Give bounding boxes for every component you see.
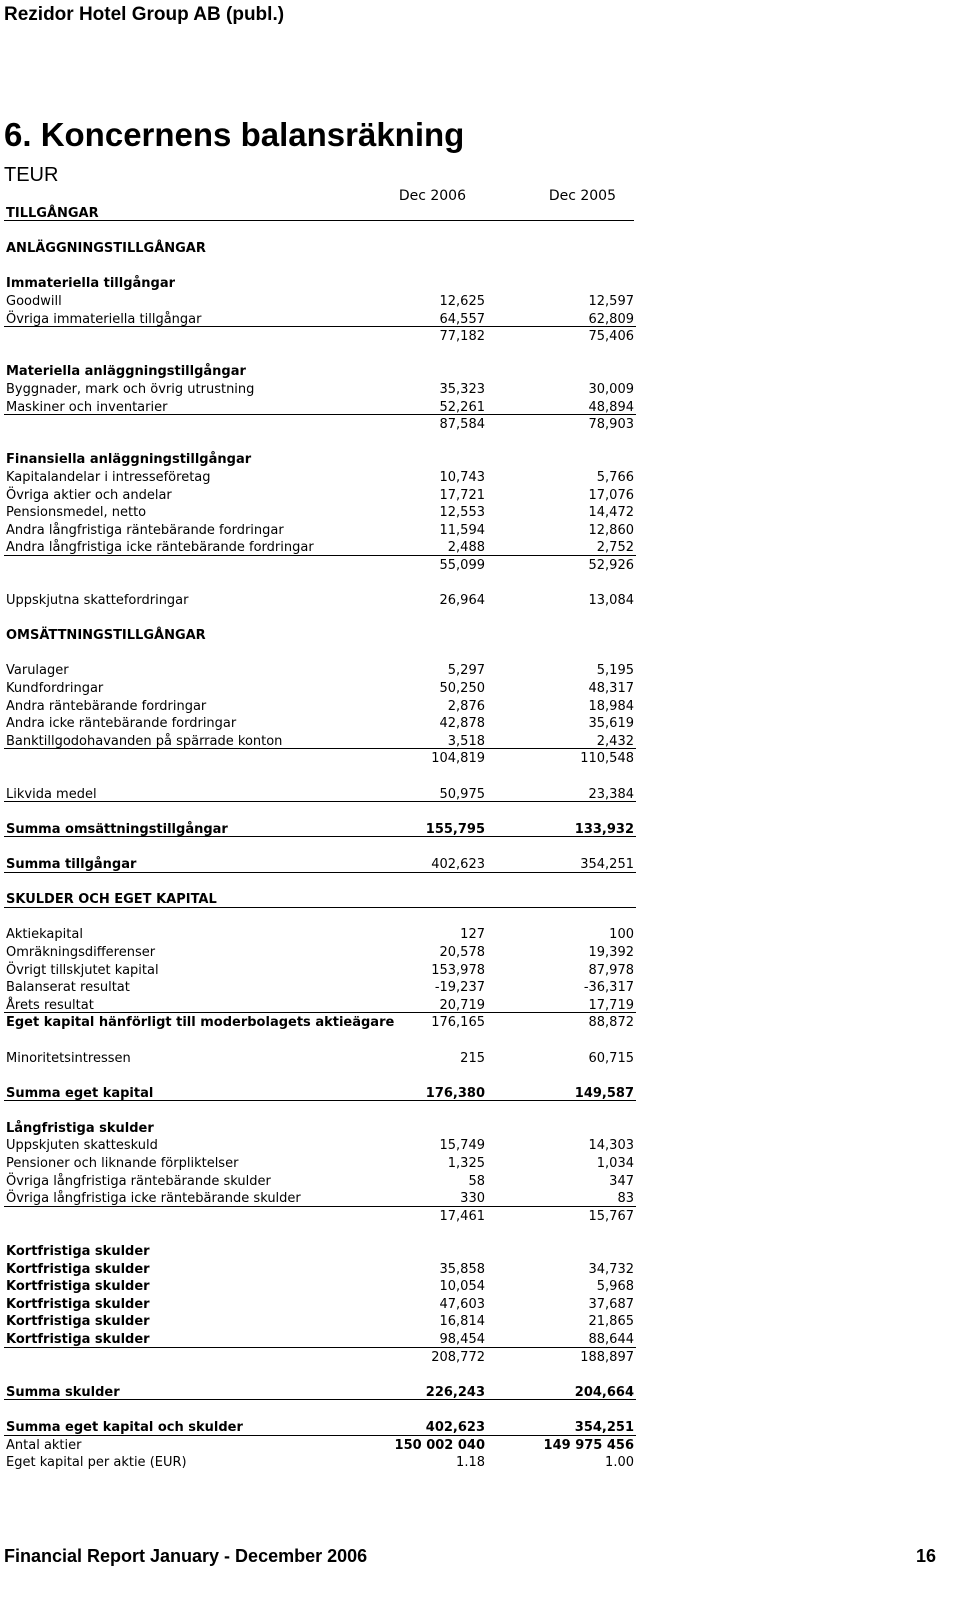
value-dec-2006: 12,553 bbox=[439, 505, 485, 521]
row-label: Minoritetsintressen bbox=[6, 1050, 131, 1066]
row-label: Övriga aktier och andelar bbox=[6, 487, 172, 503]
value-dec-2005: 14,472 bbox=[588, 505, 634, 521]
row-label: Årets resultat bbox=[6, 997, 94, 1013]
spacer-row bbox=[4, 1208, 636, 1226]
table-row bbox=[4, 944, 636, 962]
value-dec-2005: 52,926 bbox=[588, 557, 634, 573]
value-dec-2006: 42,878 bbox=[439, 716, 485, 732]
value-dec-2006: 35,858 bbox=[439, 1261, 485, 1277]
spacer-row bbox=[4, 1102, 636, 1120]
value-dec-2006: 153,978 bbox=[431, 962, 485, 978]
table-row bbox=[4, 381, 636, 399]
row-label: Övrigt tillskjutet kapital bbox=[6, 962, 159, 978]
company-name: Rezidor Hotel Group AB (publ.) bbox=[4, 4, 285, 25]
value-dec-2005: 62,809 bbox=[588, 311, 634, 327]
value-dec-2006: -19,237 bbox=[434, 980, 485, 996]
value-dec-2005: 30,009 bbox=[588, 381, 634, 397]
value-dec-2005: 347 bbox=[609, 1173, 634, 1189]
row-label: Andra icke räntebärande fordringar bbox=[6, 716, 237, 732]
spacer-row bbox=[4, 1067, 636, 1085]
value-dec-2005: 100 bbox=[609, 927, 634, 943]
row-label: Summa skulder bbox=[6, 1384, 120, 1400]
column-header-dec-2005: Dec 2005 bbox=[548, 188, 616, 204]
value-dec-2006: 402,623 bbox=[425, 1419, 485, 1435]
value-dec-2005: 34,732 bbox=[588, 1261, 634, 1277]
spacer-row bbox=[4, 838, 636, 856]
value-dec-2005: 2,752 bbox=[596, 540, 634, 556]
value-dec-2006: 215 bbox=[460, 1050, 485, 1066]
value-dec-2005: 78,903 bbox=[588, 417, 634, 433]
value-dec-2005: 354,251 bbox=[574, 1419, 634, 1435]
value-dec-2005: 15,767 bbox=[588, 1208, 634, 1224]
value-dec-2006: 1,325 bbox=[447, 1156, 485, 1172]
value-dec-2006: 26,964 bbox=[439, 593, 485, 609]
table-row bbox=[4, 662, 636, 680]
row-label: Summa omsättningstillgångar bbox=[6, 821, 228, 837]
table-row bbox=[4, 1137, 636, 1155]
value-dec-2005: 35,619 bbox=[588, 716, 634, 732]
value-dec-2005: 21,865 bbox=[588, 1314, 634, 1330]
value-dec-2005: 60,715 bbox=[588, 1050, 634, 1066]
value-dec-2006: 3,518 bbox=[447, 733, 485, 749]
value-dec-2006: 226,243 bbox=[425, 1384, 485, 1400]
table-row bbox=[4, 399, 636, 417]
spacer-row bbox=[4, 416, 636, 434]
row-label: Kortfristiga skulder bbox=[6, 1296, 150, 1312]
row-label: Eget kapital hänförligt till moderbolagets aktieägare bbox=[6, 1015, 395, 1031]
table-row bbox=[4, 1278, 636, 1296]
row-label: Pensioner och liknande förpliktelser bbox=[6, 1156, 239, 1172]
table-row bbox=[4, 240, 636, 258]
value-dec-2006: 176,165 bbox=[431, 1015, 485, 1031]
value-dec-2005: 110,548 bbox=[580, 751, 634, 767]
spacer-row bbox=[4, 1225, 636, 1243]
value-dec-2005: 2,432 bbox=[596, 733, 634, 749]
row-label: Pensionsmedel, netto bbox=[6, 505, 147, 521]
spacer-row bbox=[4, 750, 636, 768]
value-dec-2006: 98,454 bbox=[439, 1332, 485, 1347]
table-row bbox=[4, 1384, 636, 1402]
row-label: ANLÄGGNINGSTILLGÅNGAR bbox=[6, 241, 206, 257]
row-label: Uppskjuten skatteskuld bbox=[6, 1138, 158, 1154]
row-label: Kapitalandelar i intresseföretag bbox=[6, 469, 211, 485]
spacer-row bbox=[4, 434, 636, 452]
row-label: Kortfristiga skulder bbox=[6, 1261, 150, 1277]
footer-report-title: Financial Report January - December 2006 bbox=[4, 1546, 368, 1566]
value-dec-2006: 20,578 bbox=[439, 944, 485, 960]
balance-sheet-table bbox=[4, 205, 636, 1472]
row-label: Kortfristiga skulder bbox=[6, 1244, 150, 1260]
spacer-row bbox=[4, 1401, 636, 1419]
row-label: Varulager bbox=[6, 663, 69, 679]
value-dec-2005: 75,406 bbox=[588, 329, 634, 345]
spacer-row bbox=[4, 803, 636, 821]
row-label: Långfristiga skulder bbox=[6, 1120, 154, 1136]
table-row bbox=[4, 926, 636, 944]
table-row bbox=[4, 451, 636, 469]
row-label: Kundfordringar bbox=[6, 681, 104, 697]
value-dec-2005: 88,872 bbox=[588, 1015, 634, 1031]
table-row bbox=[4, 522, 636, 540]
table-row bbox=[4, 1437, 636, 1455]
spacer-row bbox=[4, 1032, 636, 1050]
value-dec-2006: 155,795 bbox=[425, 821, 485, 837]
value-dec-2005: 13,084 bbox=[588, 593, 634, 609]
value-dec-2005: 5,766 bbox=[596, 469, 634, 485]
value-dec-2006: 5,297 bbox=[447, 663, 485, 679]
row-label: Banktillgodohavanden på spärrade konton bbox=[6, 733, 283, 749]
table-row bbox=[4, 997, 636, 1015]
value-dec-2005: 18,984 bbox=[588, 698, 634, 714]
table-row bbox=[4, 1155, 636, 1173]
value-dec-2006: 58 bbox=[468, 1173, 485, 1189]
row-label: Aktiekapital bbox=[6, 927, 83, 943]
value-dec-2006: 2,488 bbox=[447, 540, 485, 556]
table-row bbox=[4, 733, 636, 751]
value-dec-2005: 149 975 456 bbox=[543, 1437, 634, 1453]
value-dec-2006: 127 bbox=[460, 927, 485, 943]
row-label: Eget kapital per aktie (EUR) bbox=[6, 1455, 187, 1471]
column-header-dec-2006: Dec 2006 bbox=[398, 188, 466, 204]
value-dec-2006: 10,054 bbox=[439, 1279, 485, 1295]
value-dec-2005: 12,597 bbox=[588, 293, 634, 309]
value-dec-2005: 1,034 bbox=[596, 1156, 634, 1172]
value-dec-2006: 16,814 bbox=[439, 1314, 485, 1330]
row-label: Andra långfristiga icke räntebärande fordringar bbox=[6, 540, 314, 556]
table-row bbox=[4, 1190, 636, 1208]
row-label: Övriga långfristiga icke räntebärande skulder bbox=[6, 1191, 301, 1207]
table-row bbox=[4, 487, 636, 505]
row-label: Maskiner och inventarier bbox=[6, 399, 168, 415]
row-label: Kortfristiga skulder bbox=[6, 1279, 150, 1295]
row-label: SKULDER OCH EGET KAPITAL bbox=[6, 892, 217, 908]
value-dec-2006: 104,819 bbox=[431, 751, 485, 767]
table-row bbox=[4, 821, 636, 839]
value-dec-2005: 37,687 bbox=[588, 1296, 634, 1312]
currency-unit: TEUR bbox=[4, 164, 59, 186]
spacer-row bbox=[4, 328, 636, 346]
value-dec-2005: 188,897 bbox=[580, 1349, 634, 1365]
value-dec-2005: 149,587 bbox=[574, 1085, 634, 1101]
value-dec-2006: 64,557 bbox=[439, 311, 485, 327]
table-row bbox=[4, 698, 636, 716]
value-dec-2006: 15,749 bbox=[439, 1138, 485, 1154]
row-label: Övriga långfristiga räntebärande skulder bbox=[6, 1173, 271, 1189]
row-label: Materiella anläggningstillgångar bbox=[6, 364, 246, 380]
row-label: Kortfristiga skulder bbox=[6, 1332, 150, 1347]
row-label: Övriga immateriella tillgångar bbox=[6, 311, 202, 327]
row-label: Antal aktier bbox=[6, 1437, 82, 1453]
table-row bbox=[4, 1014, 636, 1032]
spacer-row bbox=[4, 610, 636, 628]
table-row bbox=[4, 363, 636, 381]
value-dec-2006: 208,772 bbox=[431, 1349, 485, 1365]
row-label: Balanserat resultat bbox=[6, 980, 130, 996]
row-label: Finansiella anläggningstillgångar bbox=[6, 452, 252, 468]
value-dec-2006: 176,380 bbox=[425, 1085, 485, 1101]
row-label: OMSÄTTNINGSTILLGÅNGAR bbox=[6, 628, 206, 644]
table-row bbox=[4, 1173, 636, 1191]
table-row bbox=[4, 856, 636, 874]
value-dec-2006: 330 bbox=[460, 1191, 485, 1207]
value-dec-2005: 19,392 bbox=[588, 944, 634, 960]
value-dec-2005: 83 bbox=[617, 1191, 634, 1207]
value-dec-2006: 47,603 bbox=[439, 1296, 485, 1312]
value-dec-2005: 17,076 bbox=[588, 487, 634, 503]
value-dec-2005: 5,968 bbox=[596, 1279, 634, 1295]
table-row bbox=[4, 293, 636, 311]
value-dec-2005: 48,894 bbox=[588, 399, 634, 415]
spacer-row bbox=[4, 645, 636, 663]
row-label: TILLGÅNGAR bbox=[6, 206, 99, 221]
row-label: Summa tillgångar bbox=[6, 856, 137, 872]
spacer-row bbox=[4, 346, 636, 364]
table-row bbox=[4, 1243, 636, 1261]
value-dec-2005: 87,978 bbox=[588, 962, 634, 978]
value-dec-2006: 17,461 bbox=[439, 1208, 485, 1224]
table-row bbox=[4, 680, 636, 698]
row-label: Andra räntebärande fordringar bbox=[6, 698, 207, 714]
value-dec-2006: 11,594 bbox=[439, 522, 485, 538]
value-dec-2005: 14,303 bbox=[588, 1138, 634, 1154]
table-row bbox=[4, 1454, 636, 1472]
row-label: Summa eget kapital och skulder bbox=[6, 1419, 243, 1435]
table-row bbox=[4, 205, 636, 223]
spacer-row bbox=[4, 1366, 636, 1384]
value-dec-2006: 402,623 bbox=[431, 856, 485, 872]
row-label: Uppskjutna skattefordringar bbox=[6, 593, 189, 609]
table-row bbox=[4, 469, 636, 487]
row-label: Immateriella tillgångar bbox=[6, 276, 176, 292]
table-row bbox=[4, 275, 636, 293]
value-dec-2006: 87,584 bbox=[439, 417, 485, 433]
value-dec-2005: 1.00 bbox=[605, 1455, 634, 1471]
table-row bbox=[4, 715, 636, 733]
table-row bbox=[4, 311, 636, 329]
value-dec-2005: 354,251 bbox=[580, 856, 634, 872]
table-row bbox=[4, 1050, 636, 1068]
row-label: Andra långfristiga räntebärande fordringar bbox=[6, 522, 284, 538]
value-dec-2005: 5,195 bbox=[596, 663, 634, 679]
row-label: Likvida medel bbox=[6, 786, 97, 802]
value-dec-2006: 55,099 bbox=[439, 557, 485, 573]
table-row bbox=[4, 592, 636, 610]
table-row bbox=[4, 1331, 636, 1349]
value-dec-2006: 50,975 bbox=[439, 786, 485, 802]
value-dec-2006: 52,261 bbox=[439, 399, 485, 415]
value-dec-2005: 17,719 bbox=[588, 997, 634, 1013]
table-row bbox=[4, 1085, 636, 1103]
spacer-row bbox=[4, 223, 636, 241]
table-row bbox=[4, 962, 636, 980]
value-dec-2006: 2,876 bbox=[447, 698, 485, 714]
spacer-row bbox=[4, 1349, 636, 1367]
value-dec-2006: 10,743 bbox=[439, 469, 485, 485]
spacer-row bbox=[4, 874, 636, 892]
value-dec-2006: 150 002 040 bbox=[394, 1437, 485, 1453]
value-dec-2006: 50,250 bbox=[439, 681, 485, 697]
table-row bbox=[4, 1120, 636, 1138]
value-dec-2005: 133,932 bbox=[574, 821, 634, 837]
table-row bbox=[4, 504, 636, 522]
row-label: Summa eget kapital bbox=[6, 1085, 154, 1101]
value-dec-2005: 88,644 bbox=[588, 1332, 634, 1347]
spacer-row bbox=[4, 557, 636, 575]
page-title: 6. Koncernens balansräkning bbox=[4, 116, 465, 153]
value-dec-2006: 12,625 bbox=[439, 293, 485, 309]
footer-page-number: 16 bbox=[915, 1546, 936, 1566]
value-dec-2005: 23,384 bbox=[588, 786, 634, 802]
value-dec-2006: 17,721 bbox=[439, 487, 485, 503]
row-label: Goodwill bbox=[6, 293, 62, 309]
spacer-row bbox=[4, 909, 636, 927]
value-dec-2005: -36,317 bbox=[583, 980, 634, 996]
spacer-row bbox=[4, 768, 636, 786]
table-row bbox=[4, 891, 636, 909]
value-dec-2005: 48,317 bbox=[588, 681, 634, 697]
row-label: Kortfristiga skulder bbox=[6, 1314, 150, 1330]
table-row bbox=[4, 786, 636, 804]
value-dec-2006: 35,323 bbox=[439, 381, 485, 397]
table-row bbox=[4, 979, 636, 997]
table-row bbox=[4, 1296, 636, 1314]
value-dec-2006: 1.18 bbox=[456, 1455, 485, 1471]
value-dec-2006: 20,719 bbox=[439, 997, 485, 1013]
spacer-row bbox=[4, 258, 636, 276]
table-row bbox=[4, 1313, 636, 1331]
table-row bbox=[4, 1419, 636, 1437]
value-dec-2006: 77,182 bbox=[439, 329, 485, 345]
value-dec-2005: 12,860 bbox=[588, 522, 634, 538]
spacer-row bbox=[4, 574, 636, 592]
value-dec-2005: 204,664 bbox=[574, 1384, 634, 1400]
table-row bbox=[4, 539, 636, 557]
row-label: Byggnader, mark och övrig utrustning bbox=[6, 381, 255, 397]
table-row bbox=[4, 627, 636, 645]
table-row bbox=[4, 1261, 636, 1279]
row-label: Omräkningsdifferenser bbox=[6, 944, 156, 960]
